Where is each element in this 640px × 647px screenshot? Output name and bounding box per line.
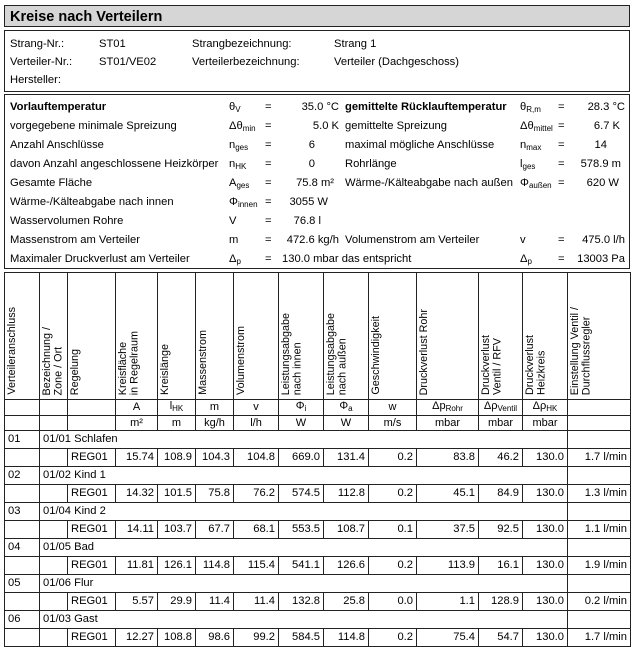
col-leistung-aussen: Leistungsabgabe nach außen bbox=[324, 273, 369, 400]
strang-bez-label: Strangbezeichnung: bbox=[192, 38, 292, 50]
heizkoerper-label: davon Anzahl angeschlossene Heizkörper bbox=[10, 158, 219, 170]
abgabe-aussen-label: Wärme-/Kälteabgabe nach außen bbox=[345, 177, 513, 189]
flaeche-symbol: $A_{ges}$ bbox=[229, 177, 250, 190]
table-row-group-header bbox=[5, 431, 631, 449]
row-cell-m: 104.3 bbox=[196, 449, 234, 467]
symbol-a: A bbox=[116, 400, 158, 416]
vorlauf-symbol: $\theta_V$ bbox=[229, 101, 241, 114]
row-cell-dr: 45.1 bbox=[417, 485, 479, 503]
row-cell-v: 68.1 bbox=[234, 521, 279, 539]
table-row bbox=[5, 557, 631, 575]
unit-cell: W bbox=[324, 416, 369, 431]
row-cell-dv: 46.2 bbox=[479, 449, 523, 467]
row-cell-dh: 130.0 bbox=[523, 449, 568, 467]
verteiler-bez-label: Verteilerbezeichnung: bbox=[192, 56, 300, 68]
druckverlust-label: Maximaler Druckverlust am Verteiler bbox=[10, 253, 190, 265]
row-cell-w: 0.1 bbox=[369, 521, 417, 539]
row-cell-w: 0.2 bbox=[369, 485, 417, 503]
row-cell-pa: 25.8 bbox=[324, 593, 369, 611]
hersteller-label: Hersteller: bbox=[10, 74, 61, 86]
ruecklauf-label: gemittelte Rücklauftemperatur bbox=[345, 101, 507, 113]
row-cell-v: 11.4 bbox=[234, 593, 279, 611]
row-regelung: REG01 bbox=[68, 521, 116, 539]
row-cell-pi: 132.8 bbox=[279, 593, 324, 611]
anschluesse-value: 6 bbox=[308, 139, 315, 151]
row-cell-dv: 54.7 bbox=[479, 629, 523, 647]
header-box bbox=[4, 30, 630, 92]
symbol-dp-ventil: $\Delta\rho_{Ventil}$ bbox=[479, 400, 523, 416]
symbol-row bbox=[5, 400, 631, 416]
row-cell-dr: 75.4 bbox=[417, 629, 479, 647]
row-cell-l: 29.9 bbox=[158, 593, 196, 611]
vorlauf-label: Vorlauftemperatur bbox=[10, 101, 107, 113]
row-cell-pa: 108.7 bbox=[324, 521, 369, 539]
table-row bbox=[5, 593, 631, 611]
row-cell-l: 101.5 bbox=[158, 485, 196, 503]
row-regelung: REG01 bbox=[68, 449, 116, 467]
eq-sign: = bbox=[558, 234, 565, 246]
row-cell-w: 0.2 bbox=[369, 449, 417, 467]
row-cell-dv: 128.9 bbox=[479, 593, 523, 611]
col-geschwindigkeit: Geschwindigkeit bbox=[369, 273, 417, 400]
row-cell-v: 115.4 bbox=[234, 557, 279, 575]
spreizung-min-label: vorgegebene minimale Spreizung bbox=[10, 120, 177, 132]
row-cell-l: 103.7 bbox=[158, 521, 196, 539]
row-cell-e: 1.1 l/min bbox=[568, 521, 631, 539]
row-regelung: REG01 bbox=[68, 629, 116, 647]
row-nr: 06 bbox=[5, 611, 40, 629]
spreizung-min-value: 5.0 K bbox=[312, 120, 339, 132]
heizkoerper-value: 0 bbox=[308, 158, 315, 170]
row-cell-e: 1.7 l/min bbox=[568, 449, 631, 467]
page-title: Kreise nach Verteilern bbox=[4, 5, 630, 27]
row-zone: 01/04 Kind 2 bbox=[40, 503, 568, 521]
wasservolumen-label: Wasservolumen Rohre bbox=[10, 215, 124, 227]
rohrlaenge-value: 578.9 m bbox=[580, 158, 621, 170]
row-cell-pi: 669.0 bbox=[279, 449, 324, 467]
row-cell-dv: 84.9 bbox=[479, 485, 523, 503]
row-zone: 01/02 Kind 1 bbox=[40, 467, 568, 485]
unit-cell: m/s bbox=[369, 416, 417, 431]
massenstrom-symbol: m bbox=[229, 234, 239, 246]
row-cell-v: 99.2 bbox=[234, 629, 279, 647]
row-cell-e: 0.2 l/min bbox=[568, 593, 631, 611]
row-cell-dr: 113.9 bbox=[417, 557, 479, 575]
eq-sign: = bbox=[265, 139, 272, 151]
vorlauf-value: 35.0 °C bbox=[301, 101, 339, 113]
max-anschluesse-symbol: $n_{max}$ bbox=[520, 139, 542, 152]
spreizung-mittel-value: 6.7 K bbox=[593, 120, 620, 132]
row-cell-dh: 130.0 bbox=[523, 485, 568, 503]
wasservolumen-value: 76.8 l bbox=[293, 215, 321, 227]
symbol-phi-i: $\Phi_i$ bbox=[279, 400, 324, 416]
eq-sign: = bbox=[558, 101, 565, 113]
col-massenstrom: Massenstrom bbox=[196, 273, 234, 400]
table-row-group-header bbox=[5, 467, 631, 485]
symbol-phi-a: $\Phi_a$ bbox=[324, 400, 369, 416]
volumenstrom-label: Volumenstrom am Verteiler bbox=[345, 234, 480, 246]
row-cell-pi: 584.5 bbox=[279, 629, 324, 647]
eq-sign: = bbox=[558, 158, 565, 170]
heizkoerper-symbol: $n_{HK}$ bbox=[229, 158, 247, 171]
row-cell-l: 108.8 bbox=[158, 629, 196, 647]
spreizung-mittel-symbol: $\Delta\theta_{mittel}$ bbox=[520, 120, 553, 133]
eq-sign: = bbox=[265, 196, 272, 208]
table-row bbox=[5, 629, 631, 647]
col-druckverlust-ventil: Druckverlust Ventil / RFV bbox=[479, 273, 523, 400]
druckverlust2-value: 13003 Pa bbox=[577, 253, 625, 265]
col-bezeichnung: Bezeichnung / Zone / Ort bbox=[40, 273, 68, 400]
table-row-group-header bbox=[5, 611, 631, 629]
col-druckverlust-heizkreis: Druckverlust Heizkreis bbox=[523, 273, 568, 400]
row-nr: 02 bbox=[5, 467, 40, 485]
parameters-box bbox=[4, 94, 630, 269]
unit-cell: mbar bbox=[479, 416, 523, 431]
row-cell-m: 98.6 bbox=[196, 629, 234, 647]
table-row-group-header bbox=[5, 503, 631, 521]
col-druckverlust-rohr: Druckverlust Rohr bbox=[417, 273, 479, 400]
verteiler-bez-value: Verteiler (Dachgeschoss) bbox=[334, 56, 459, 68]
unit-row bbox=[5, 416, 631, 431]
col-kreisflaeche: Kreisfläche in Regelraum bbox=[116, 273, 158, 400]
verteiler-nr-value: ST01/VE02 bbox=[99, 56, 157, 68]
eq-sign: = bbox=[265, 234, 272, 246]
symbol-w: w bbox=[369, 400, 417, 416]
row-cell-pi: 541.1 bbox=[279, 557, 324, 575]
row-cell-e: 1.7 l/min bbox=[568, 629, 631, 647]
verteiler-nr-label: Verteiler-Nr.: bbox=[10, 56, 73, 68]
eq-sign: = bbox=[265, 101, 272, 113]
rohrlaenge-label: Rohrlänge bbox=[345, 158, 397, 170]
row-cell-a: 14.32 bbox=[116, 485, 158, 503]
max-anschluesse-value: 14 bbox=[594, 139, 607, 151]
table-row bbox=[5, 521, 631, 539]
symbol-m: m bbox=[196, 400, 234, 416]
strang-nr-value: ST01 bbox=[99, 38, 126, 50]
abgabe-aussen-value: 620 W bbox=[586, 177, 619, 189]
druckverlust2-symbol: $\Delta_p$ bbox=[520, 253, 532, 266]
row-cell-dr: 37.5 bbox=[417, 521, 479, 539]
eq-sign: = bbox=[265, 120, 272, 132]
volumenstrom-value: 475.0 l/h bbox=[582, 234, 625, 246]
unit-cell: l/h bbox=[234, 416, 279, 431]
row-cell-a: 12.27 bbox=[116, 629, 158, 647]
row-cell-v: 104.8 bbox=[234, 449, 279, 467]
ruecklauf-symbol: $\theta_{R,m}$ bbox=[520, 101, 541, 114]
eq-sign: = bbox=[265, 158, 272, 170]
unit-cell: W bbox=[279, 416, 324, 431]
col-leistung-innen: Leistungsabgabe nach innen bbox=[279, 273, 324, 400]
flaeche-label: Gesamte Fläche bbox=[10, 177, 93, 189]
row-cell-m: 11.4 bbox=[196, 593, 234, 611]
row-cell-dh: 130.0 bbox=[523, 557, 568, 575]
page bbox=[4, 0, 636, 643]
column-header-row bbox=[5, 273, 631, 400]
strang-nr-label: Strang-Nr.: bbox=[10, 38, 65, 50]
col-verteileranschluss: Verteileranschluss bbox=[5, 273, 40, 400]
spreizung-mittel-label: gemittelte Spreizung bbox=[345, 120, 447, 132]
druckverlust-symbol: $\Delta_p$ bbox=[229, 253, 241, 266]
symbol-v: v bbox=[234, 400, 279, 416]
abgabe-innen-symbol: $\Phi_{innen}$ bbox=[229, 196, 258, 209]
row-cell-m: 67.7 bbox=[196, 521, 234, 539]
row-cell-a: 14.11 bbox=[116, 521, 158, 539]
row-cell-e: 1.3 l/min bbox=[568, 485, 631, 503]
table-row-group-header bbox=[5, 575, 631, 593]
row-cell-pi: 553.5 bbox=[279, 521, 324, 539]
eq-sign: = bbox=[265, 177, 272, 189]
row-zone: 01/01 Schlafen bbox=[40, 431, 568, 449]
row-cell-e: 1.9 l/min bbox=[568, 557, 631, 575]
row-cell-w: 0.2 bbox=[369, 557, 417, 575]
row-cell-a: 5.57 bbox=[116, 593, 158, 611]
anschluesse-symbol: $n_{ges}$ bbox=[229, 139, 249, 152]
row-nr: 01 bbox=[5, 431, 40, 449]
table-row-group-header bbox=[5, 539, 631, 557]
row-cell-dv: 92.5 bbox=[479, 521, 523, 539]
row-zone: 01/03 Gast bbox=[40, 611, 568, 629]
col-volumenstrom: Volumenstrom bbox=[234, 273, 279, 400]
wasservolumen-symbol: V bbox=[229, 215, 237, 227]
row-cell-pa: 131.4 bbox=[324, 449, 369, 467]
circuits-table bbox=[4, 272, 631, 647]
row-cell-w: 0.2 bbox=[369, 629, 417, 647]
unit-cell: m bbox=[158, 416, 196, 431]
unit-cell: m² bbox=[116, 416, 158, 431]
row-regelung: REG01 bbox=[68, 485, 116, 503]
col-regelung: Regelung bbox=[68, 273, 116, 400]
row-cell-l: 126.1 bbox=[158, 557, 196, 575]
row-cell-l: 108.9 bbox=[158, 449, 196, 467]
massenstrom-value: 472.6 kg/h bbox=[286, 234, 339, 246]
eq-sign: = bbox=[558, 177, 565, 189]
eq-sign: = bbox=[265, 253, 272, 265]
symbol-lhk: $l_{HK}$ bbox=[158, 400, 196, 416]
row-nr: 03 bbox=[5, 503, 40, 521]
row-cell-a: 15.74 bbox=[116, 449, 158, 467]
row-cell-pi: 574.5 bbox=[279, 485, 324, 503]
row-regelung: REG01 bbox=[68, 557, 116, 575]
row-cell-m: 114.8 bbox=[196, 557, 234, 575]
symbol-dp-hk: $\Delta\rho_{HK}$ bbox=[523, 400, 568, 416]
ruecklauf-value: 28.3 °C bbox=[587, 101, 625, 113]
row-nr: 04 bbox=[5, 539, 40, 557]
col-einstellung: Einstellung Ventil / Durchflussregler bbox=[568, 273, 631, 400]
strang-bez-value: Strang 1 bbox=[334, 38, 377, 50]
symbol-dp-rohr: $\Delta p_{Rohr}$ bbox=[417, 400, 479, 416]
table-row bbox=[5, 449, 631, 467]
row-cell-a: 11.81 bbox=[116, 557, 158, 575]
row-cell-dr: 1.1 bbox=[417, 593, 479, 611]
unit-cell: mbar bbox=[417, 416, 479, 431]
unit-cell: kg/h bbox=[196, 416, 234, 431]
druckverlust-value: 130.0 mbar das entspricht bbox=[282, 253, 412, 265]
rohrlaenge-symbol: $l_{ges}$ bbox=[520, 158, 536, 171]
eq-sign: = bbox=[558, 120, 565, 132]
row-cell-dh: 130.0 bbox=[523, 521, 568, 539]
abgabe-innen-label: Wärme-/Kälteabgabe nach innen bbox=[10, 196, 174, 208]
spreizung-min-symbol: $\Delta\theta_{min}$ bbox=[229, 120, 256, 133]
eq-sign: = bbox=[265, 215, 272, 227]
massenstrom-label: Massenstrom am Verteiler bbox=[10, 234, 140, 246]
anschluesse-label: Anzahl Anschlüsse bbox=[10, 139, 104, 151]
row-cell-pa: 126.6 bbox=[324, 557, 369, 575]
table-body bbox=[5, 431, 631, 647]
row-cell-m: 75.8 bbox=[196, 485, 234, 503]
volumenstrom-symbol: v bbox=[520, 234, 526, 246]
col-kreislaenge: Kreislänge bbox=[158, 273, 196, 400]
row-cell-w: 0.0 bbox=[369, 593, 417, 611]
eq-sign: = bbox=[558, 253, 565, 265]
eq-sign: = bbox=[558, 139, 565, 151]
row-cell-dv: 16.1 bbox=[479, 557, 523, 575]
max-anschluesse-label: maximal mögliche Anschlüsse bbox=[345, 139, 495, 151]
row-cell-pa: 112.8 bbox=[324, 485, 369, 503]
row-cell-dh: 130.0 bbox=[523, 629, 568, 647]
row-cell-v: 76.2 bbox=[234, 485, 279, 503]
abgabe-innen-value: 3055 W bbox=[289, 196, 328, 208]
row-nr: 05 bbox=[5, 575, 40, 593]
row-zone: 01/06 Flur bbox=[40, 575, 568, 593]
table-row bbox=[5, 485, 631, 503]
flaeche-value: 75.8 m² bbox=[296, 177, 334, 189]
row-zone: 01/05 Bad bbox=[40, 539, 568, 557]
row-cell-dr: 83.8 bbox=[417, 449, 479, 467]
row-cell-dh: 130.0 bbox=[523, 593, 568, 611]
row-regelung: REG01 bbox=[68, 593, 116, 611]
unit-cell: mbar bbox=[523, 416, 568, 431]
abgabe-aussen-symbol: $\Phi_{außen}$ bbox=[520, 177, 552, 190]
row-cell-pa: 114.8 bbox=[324, 629, 369, 647]
